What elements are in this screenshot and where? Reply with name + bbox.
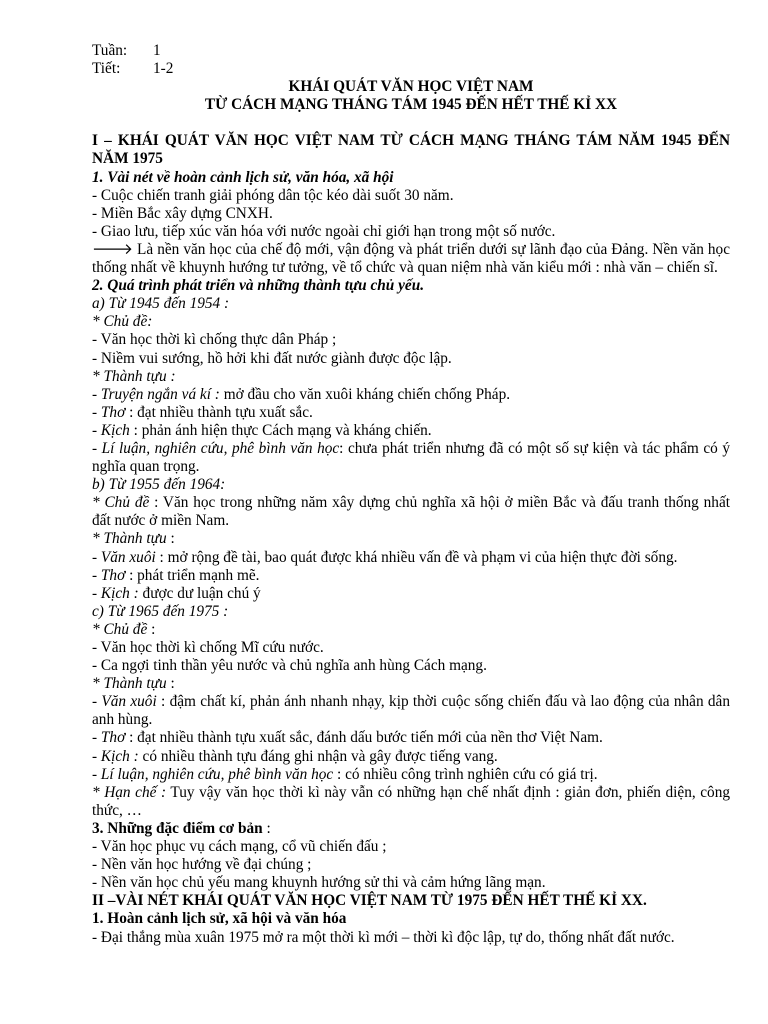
s1-line-1: - Cuộc chiến tranh giải phóng dân tộc kéo dài suốt 30 năm.	[92, 186, 454, 204]
s3-line-3: - Nền văn học chủ yếu mang khuynh hướng sử thi và cảm hứng lãng mạn.	[92, 874, 546, 892]
period-b-title: b) Từ 1955 đến 1964:	[92, 476, 226, 494]
part2-s1-line-1: - Đại thắng mùa xuân 1975 mở ra một thời kì mới – thời kì độc lập, tự do, thống nhất đất nước.	[92, 928, 675, 946]
week-label: Tuần:	[92, 42, 128, 59]
section-1-title: 1. Vài nét về hoàn cảnh lịch sử, văn hóa, xã hội	[92, 168, 394, 186]
meta-week	[92, 42, 730, 60]
s1-line-2: - Miền Bắc xây dựng CNXH.	[92, 204, 273, 222]
part2-section-1-title: 1. Hoàn cảnh lịch sử, xã hội và văn hóa	[92, 910, 347, 928]
period-c-achievement-1: - Văn xuôi : đậm chất kí, phản ánh nhanh nhạy, kịp thời cuộc sống chiến đấu và lao động của nhân dân anh hùng.	[92, 693, 730, 729]
period-c-theme: * Chủ đề :	[92, 620, 156, 638]
period-c-achievements: * Thành tựu :	[92, 675, 175, 693]
period-c-title: c) Từ 1965 đến 1975 :	[92, 602, 229, 620]
period-a-achievement-1: - Truyện ngắn vá kí : mở đầu cho văn xuôi kháng chiến chống Pháp.	[92, 385, 511, 403]
part1-heading: I – KHÁI QUÁT VĂN HỌC VIỆT NAM TỪ CÁCH MẠNG THÁNG TÁM NĂM 1945 ĐẾN NĂM 1975	[92, 132, 730, 168]
week-value: 1	[153, 42, 161, 59]
period-c-achievement-2: - Thơ : đạt nhiều thành tựu xuất sắc, đánh dấu bước tiến mới của nền thơ Việt Nam.	[92, 729, 603, 747]
period-label: Tiết:	[92, 60, 121, 78]
period-a-achievement-3: - Kịch : phản ánh hiện thực Cách mạng và kháng chiến.	[92, 421, 432, 439]
meta-period	[92, 60, 730, 78]
arrow-icon: 🡒	[92, 240, 134, 258]
s1-conclusion: 🡒 Là nền văn học của chế độ mới, vận động và phát triển dưới sự lãnh đạo của Đảng. Nền văn học thống nhất về khuynh hướng tư tưởng, về tổ chức và quan niệm nhà văn kiểu mới : nhà văn – chiến sĩ.	[92, 240, 730, 277]
period-c-achievement-3: - Kịch : có nhiều thành tựu đáng ghi nhận và gây được tiếng vang.	[92, 747, 498, 765]
period-c-theme-2: - Ca ngợi tinh thần yêu nước và chủ nghĩa anh hùng Cách mạng.	[92, 657, 487, 675]
period-a-achievement-4: - Lí luận, nghiên cứu, phê bình văn học: chưa phát triển nhưng đã có một số sự kiện và tác phẩm có ý nghĩa quan trọng.	[92, 439, 730, 476]
title-line-2: TỪ CÁCH MẠNG THÁNG TÁM 1945 ĐẾN HẾT THẾ KỈ XX	[204, 96, 618, 114]
section-3-title: 3. Những đặc điểm cơ bản :	[92, 819, 271, 837]
period-value: 1-2	[153, 60, 174, 78]
period-b-achievements: * Thành tựu :	[92, 530, 175, 548]
s3-line-1: - Văn học phục vụ cách mạng, cổ vũ chiến đấu ;	[92, 838, 387, 856]
period-b-achievement-3: - Kịch : được dư luận chú ý	[92, 584, 261, 602]
period-a-theme-1: - Văn học thời kì chống thực dân Pháp ;	[92, 331, 337, 349]
period-c-theme-1: - Văn học thời kì chống Mĩ cứu nước.	[92, 639, 324, 656]
section-2-title: 2. Quá trình phát triển và những thành tựu chủ yếu.	[92, 277, 425, 295]
s1-line-3: - Giao lưu, tiếp xúc văn hóa với nước ngoài chỉ giới hạn trong một số nước.	[92, 222, 556, 240]
period-c-limitations: * Hạn chế : Tuy vậy văn học thời kì này vẫn có những hạn chế nhất định : giản đơn, phiến diện, công thức, …	[92, 783, 730, 819]
period-a-theme: * Chủ đề:	[92, 313, 153, 331]
document-page	[92, 42, 730, 947]
period-b-theme: * Chủ đề : Văn học trong những năm xây dựng chủ nghĩa xã hội ở miền Bắc và đấu tranh thống nhất đất nước ở miền Nam.	[92, 494, 730, 530]
title-line-1: KHÁI QUÁT VĂN HỌC VIỆT NAM	[288, 78, 534, 96]
period-a-achievements: * Thành tựu :	[92, 367, 176, 385]
period-a-achievement-2: - Thơ : đạt nhiều thành tựu xuất sắc.	[92, 403, 313, 421]
period-a-theme-2: - Niềm vui sướng, hồ hởi khi đất nước giành được độc lập.	[92, 349, 452, 367]
s3-line-2: - Nền văn học hướng về đại chúng ;	[92, 856, 312, 874]
part2-heading: II –VÀI NÉT KHÁI QUÁT VĂN HỌC VIỆT NAM TỪ 1975 ĐẾN HẾT THẾ KỈ XX.	[92, 892, 647, 910]
period-a-title: a) Từ 1945 đến 1954 :	[92, 295, 230, 313]
period-b-achievement-1: - Văn xuôi : mở rộng đề tài, bao quát được khá nhiều vấn đề và phạm vi của hiện thực đời sống.	[92, 548, 678, 566]
period-b-achievement-2: - Thơ : phát triển mạnh mẽ.	[92, 566, 260, 584]
period-c-achievement-4: - Lí luận, nghiên cứu, phê bình văn học : có nhiều công trình nghiên cứu có giá trị.	[92, 765, 598, 783]
